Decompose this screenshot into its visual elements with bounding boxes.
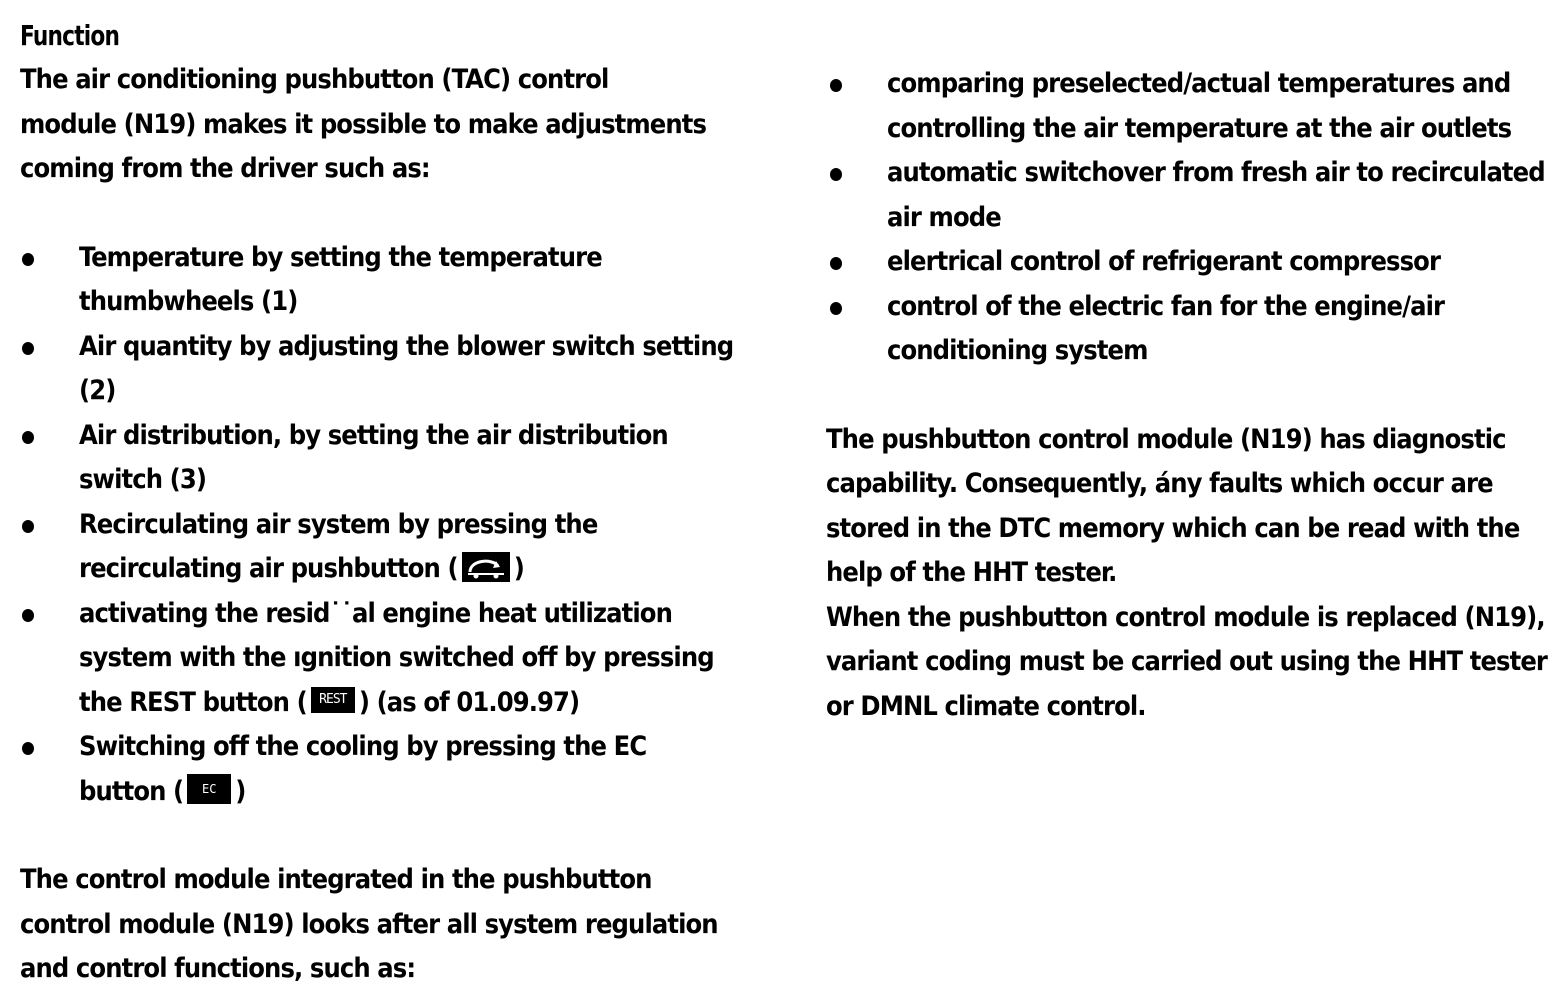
bullet-dot-icon (22, 253, 34, 266)
list-item (20, 414, 740, 503)
left-column (20, 14, 740, 992)
list-item-text: Switching off the cooling by pressing the EC button ( (79, 731, 647, 807)
control-functions-paragraph: The control module integrated in the pushbutton control module (N19) looks after all system regulation and control functions, such as: (20, 864, 718, 984)
list-item-text: Air quantity by adjusting the blower switch setting (2) (79, 330, 734, 406)
bullet-dot-icon (830, 79, 842, 92)
list-item-text-end: ) (as of 01.09.97) (358, 686, 580, 718)
bullet-dot-icon (22, 742, 34, 755)
section-heading: Function (20, 19, 120, 52)
list-item-text: elertrical control of refrigerant compressor (887, 246, 1441, 277)
list-item (20, 503, 740, 592)
list-item-text: Temperature by setting the temperature thumbwheels (1) (79, 241, 602, 317)
list-item (20, 325, 740, 414)
control-functions-list (826, 62, 1556, 374)
bullet-dot-icon (830, 168, 842, 181)
intro-paragraph: The air conditioning pushbutton (TAC) control module (N19) makes it possible to make adjustments coming from the driver such as: (20, 64, 707, 184)
bullet-dot-icon (830, 302, 842, 315)
list-item-text: comparing preselected/actual temperatures and controlling the air temperature at the air outlets (887, 68, 1512, 144)
list-item (20, 236, 740, 325)
diagnostic-paragraph: The pushbutton control module (N19) has diagnostic capability. Consequently, ány faults which occur are stored in the DTC memory which can be read with the help of the HHT tester. (826, 423, 1520, 588)
driver-adjustments-list (20, 236, 740, 815)
list-item (826, 285, 1556, 374)
right-column (826, 62, 1556, 729)
list-item-text: Air distribution, by setting the air distribution switch (3) (79, 419, 668, 495)
bullet-dot-icon (22, 520, 34, 533)
variant-coding-paragraph: When the pushbutton control module is replaced (N19), variant coding must be carried out using the HHT tester or DMNL climate control. (826, 601, 1547, 722)
bullet-dot-icon (22, 609, 34, 622)
bullet-dot-icon (22, 431, 34, 444)
list-item-text: activating the resid˙˙al engine heat utilization system with the ıgnition switched off by pressing the REST button ( (79, 597, 714, 718)
rest-button-icon: REST (311, 687, 355, 713)
list-item (20, 592, 740, 726)
ec-button-icon: EC (187, 774, 231, 804)
list-item (826, 62, 1556, 151)
bullet-dot-icon (22, 342, 34, 355)
bullet-dot-icon (830, 257, 842, 270)
list-item-text-end: ) (235, 775, 246, 807)
list-item-text-end: ) (513, 553, 524, 584)
list-item-text: control of the electric fan for the engine/air conditioning system (887, 290, 1445, 366)
list-item-text: automatic switchover from fresh air to recirculated air mode (887, 157, 1545, 233)
recirculation-icon (462, 552, 510, 582)
list-item-text: Recirculating air system by pressing the recirculating air pushbutton ( (79, 508, 598, 584)
list-item (20, 725, 740, 814)
list-item (826, 240, 1556, 285)
list-item (826, 151, 1556, 240)
